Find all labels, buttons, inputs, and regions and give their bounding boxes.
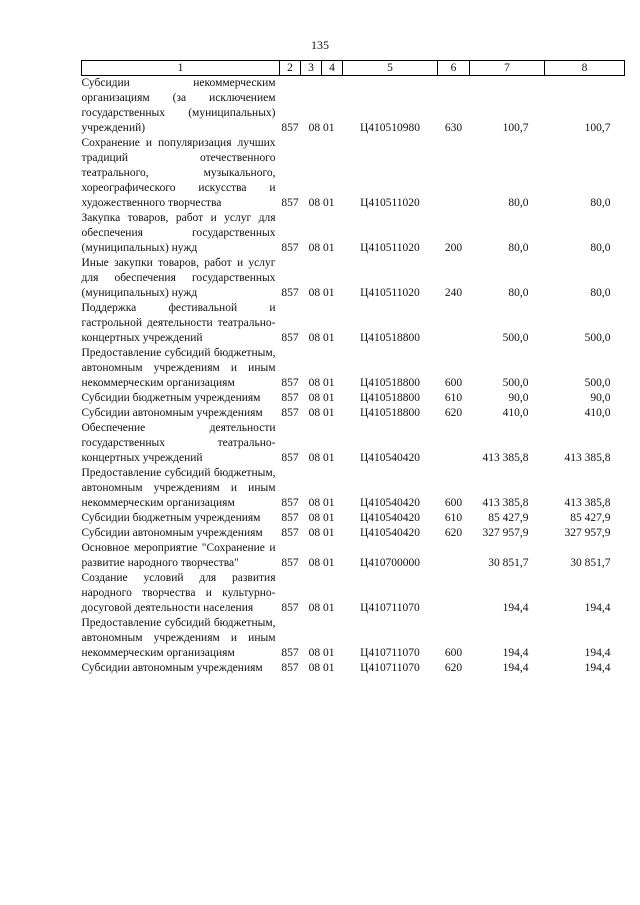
column-header-2: 2 — [280, 61, 301, 76]
section-code-cell: 08 01 — [308, 287, 335, 299]
ministry-code-cell: 857 — [281, 452, 299, 464]
expense-type-cell — [438, 571, 470, 616]
table-row — [82, 406, 625, 421]
amount-col8-cell: 194,4 — [584, 647, 611, 659]
amount-col8-cell: 194,4 — [584, 662, 611, 674]
target-article-cell: Ц410511020 — [360, 197, 420, 209]
amount-col8-cell: 80,0 — [590, 242, 611, 254]
row-name-cell: Обеспечение деятельности государственных театрально-концертных учреждений — [81, 422, 276, 464]
target-article-cell: Ц410711070 — [360, 647, 420, 659]
table-row — [82, 421, 625, 466]
amount-col8-cell: 30 851,7 — [570, 557, 611, 569]
row-name-cell: Субсидии автономным учреждениям — [81, 527, 263, 539]
row-name-cell: Предоставление субсидий бюджетным, автономным учреждениям и иным некоммерческим организациям — [81, 467, 276, 509]
table-row — [82, 571, 625, 616]
expense-type-cell: 240 — [444, 287, 463, 299]
expense-type-cell: 620 — [444, 527, 463, 539]
page-number: 135 — [311, 38, 329, 52]
row-name-cell: Субсидии автономным учреждениям — [81, 662, 263, 674]
row-name-cell: Создание условий для развития народного творчества и культурно-досуговой деятельности населения — [81, 572, 276, 614]
budget-table — [81, 60, 625, 676]
target-article-cell: Ц410511020 — [360, 287, 420, 299]
target-article-cell: Ц410540420 — [359, 497, 421, 509]
amount-col7-cell: 30 851,7 — [488, 557, 529, 569]
column-header-8: 8 — [545, 61, 625, 76]
table-row — [82, 346, 625, 391]
column-header-1: 1 — [82, 61, 280, 76]
amount-col7-cell: 100,7 — [502, 122, 529, 134]
target-article-cell: Ц410711070 — [360, 602, 420, 614]
target-article-cell: Ц410518800 — [359, 377, 421, 389]
expense-type-cell: 600 — [444, 647, 463, 659]
amount-col7-cell: 194,4 — [502, 602, 529, 614]
section-code-cell: 08 01 — [308, 332, 335, 344]
section-code-cell: 08 01 — [308, 242, 335, 254]
amount-col8-cell: 80,0 — [590, 287, 611, 299]
target-article-cell: Ц410700000 — [359, 557, 421, 569]
table-row — [82, 76, 625, 137]
expense-type-cell: 610 — [444, 392, 463, 404]
section-code-cell: 08 01 — [308, 527, 335, 539]
amount-col8-cell: 90,0 — [590, 392, 611, 404]
row-name-cell: Закупка товаров, работ и услуг для обеспечения государственных (муниципальных) нужд — [81, 212, 276, 254]
ministry-code-cell: 857 — [281, 647, 299, 659]
table-row — [82, 211, 625, 256]
ministry-code-cell: 857 — [281, 197, 299, 209]
section-code-cell: 08 01 — [308, 512, 335, 524]
amount-col8-cell: 327 957,9 — [564, 527, 611, 539]
amount-col7-cell: 327 957,9 — [482, 527, 529, 539]
ministry-code-cell: 857 — [281, 557, 299, 569]
ministry-code-cell: 857 — [281, 602, 299, 614]
target-article-cell: Ц410518800 — [359, 392, 421, 404]
row-name-cell: Иные закупки товаров, работ и услуг для обеспечения государственных (муниципальных) нужд — [81, 257, 276, 299]
amount-col7-cell: 410,0 — [502, 407, 529, 419]
table-row — [82, 466, 625, 511]
section-code-cell: 08 01 — [308, 122, 335, 134]
column-header-7: 7 — [470, 61, 545, 76]
amount-col8-cell: 80,0 — [590, 197, 611, 209]
target-article-cell: Ц410540420 — [359, 452, 421, 464]
table-body — [82, 76, 625, 677]
ministry-code-cell: 857 — [281, 332, 299, 344]
amount-col7-cell: 80,0 — [508, 242, 529, 254]
column-header-4: 4 — [322, 61, 343, 76]
target-article-cell: Ц410540420 — [359, 512, 421, 524]
section-code-cell: 08 01 — [308, 662, 335, 674]
expense-type-cell: 200 — [444, 242, 463, 254]
amount-col7-cell: 80,0 — [508, 197, 529, 209]
amount-col7-cell: 500,0 — [502, 332, 529, 344]
target-article-cell: Ц410510980 — [359, 122, 421, 134]
amount-col7-cell: 90,0 — [508, 392, 529, 404]
expense-type-cell — [438, 301, 470, 346]
target-article-cell: Ц410518800 — [359, 332, 421, 344]
amount-col7-cell: 194,4 — [502, 647, 529, 659]
section-code-cell: 08 01 — [308, 497, 335, 509]
amount-col7-cell: 413 385,8 — [482, 452, 529, 464]
amount-col8-cell: 500,0 — [584, 332, 611, 344]
table-row — [82, 526, 625, 541]
column-header-5: 5 — [343, 61, 438, 76]
expense-type-cell — [438, 136, 470, 211]
table-row — [82, 256, 625, 301]
target-article-cell: Ц410518800 — [359, 407, 421, 419]
amount-col8-cell: 413 385,8 — [564, 452, 611, 464]
section-code-cell: 08 01 — [308, 377, 335, 389]
section-code-cell: 08 01 — [308, 392, 335, 404]
target-article-cell: Ц410711070 — [360, 662, 420, 674]
row-name-cell: Предоставление субсидий бюджетным, автономным учреждениям и иным некоммерческим организациям — [81, 347, 276, 389]
expense-type-cell — [438, 541, 470, 571]
amount-col7-cell: 194,4 — [502, 662, 529, 674]
ministry-code-cell: 857 — [281, 392, 299, 404]
amount-col7-cell: 500,0 — [502, 377, 529, 389]
section-code-cell: 08 01 — [308, 557, 335, 569]
expense-type-cell: 600 — [444, 377, 463, 389]
ministry-code-cell: 857 — [281, 527, 299, 539]
target-article-cell: Ц410540420 — [359, 527, 421, 539]
row-name-cell: Предоставление субсидий бюджетным, автономным учреждениям и иным некоммерческим организациям — [81, 617, 276, 659]
amount-col7-cell: 413 385,8 — [482, 497, 529, 509]
ministry-code-cell: 857 — [281, 662, 299, 674]
row-name-cell: Субсидии некоммерческим организациям (за исключением государственных (муниципальных) учреждений) — [81, 77, 276, 134]
section-code-cell: 08 01 — [308, 407, 335, 419]
ministry-code-cell: 857 — [281, 287, 299, 299]
table-row — [82, 511, 625, 526]
ministry-code-cell: 857 — [281, 512, 299, 524]
amount-col8-cell: 100,7 — [584, 122, 611, 134]
expense-type-cell — [438, 421, 470, 466]
ministry-code-cell: 857 — [281, 377, 299, 389]
amount-col8-cell: 194,4 — [584, 602, 611, 614]
ministry-code-cell: 857 — [281, 242, 299, 254]
table-row — [82, 661, 625, 676]
amount-col8-cell: 500,0 — [584, 377, 611, 389]
table-row — [82, 391, 625, 406]
column-header-6: 6 — [438, 61, 470, 76]
row-name-cell: Субсидии бюджетным учреждениям — [81, 512, 261, 524]
amount-col8-cell: 413 385,8 — [564, 497, 611, 509]
expense-type-cell: 610 — [444, 512, 463, 524]
row-name-cell: Субсидии бюджетным учреждениям — [81, 392, 261, 404]
section-code-cell: 08 01 — [308, 452, 335, 464]
expense-type-cell: 630 — [444, 122, 463, 134]
section-code-cell: 08 01 — [308, 197, 335, 209]
table-row — [82, 616, 625, 661]
target-article-cell: Ц410511020 — [360, 242, 420, 254]
row-name-cell: Поддержка фестивальной и гастрольной деятельности театрально-концертных учреждений — [81, 302, 276, 344]
amount-col8-cell: 85 427,9 — [570, 512, 611, 524]
row-name-cell: Сохранение и популяризация лучших традиций отечественного театрального, музыкального, хореографического искусства и художественного творчества — [81, 137, 276, 209]
column-header-3: 3 — [301, 61, 322, 76]
amount-col8-cell: 410,0 — [584, 407, 611, 419]
table-row — [82, 541, 625, 571]
table-header-row — [82, 61, 625, 76]
amount-col7-cell: 85 427,9 — [488, 512, 529, 524]
ministry-code-cell: 857 — [281, 407, 299, 419]
expense-type-cell: 620 — [444, 662, 463, 674]
expense-type-cell: 620 — [444, 407, 463, 419]
section-code-cell: 08 01 — [308, 647, 335, 659]
ministry-code-cell: 857 — [281, 497, 299, 509]
table-row — [82, 301, 625, 346]
section-code-cell: 08 01 — [308, 602, 335, 614]
row-name-cell: Основное мероприятие "Сохранение и развитие народного творчества" — [81, 542, 276, 569]
row-name-cell: Субсидии автономным учреждениям — [81, 407, 263, 419]
table-row — [82, 136, 625, 211]
ministry-code-cell: 857 — [281, 122, 299, 134]
amount-col7-cell: 80,0 — [508, 287, 529, 299]
expense-type-cell: 600 — [444, 497, 463, 509]
